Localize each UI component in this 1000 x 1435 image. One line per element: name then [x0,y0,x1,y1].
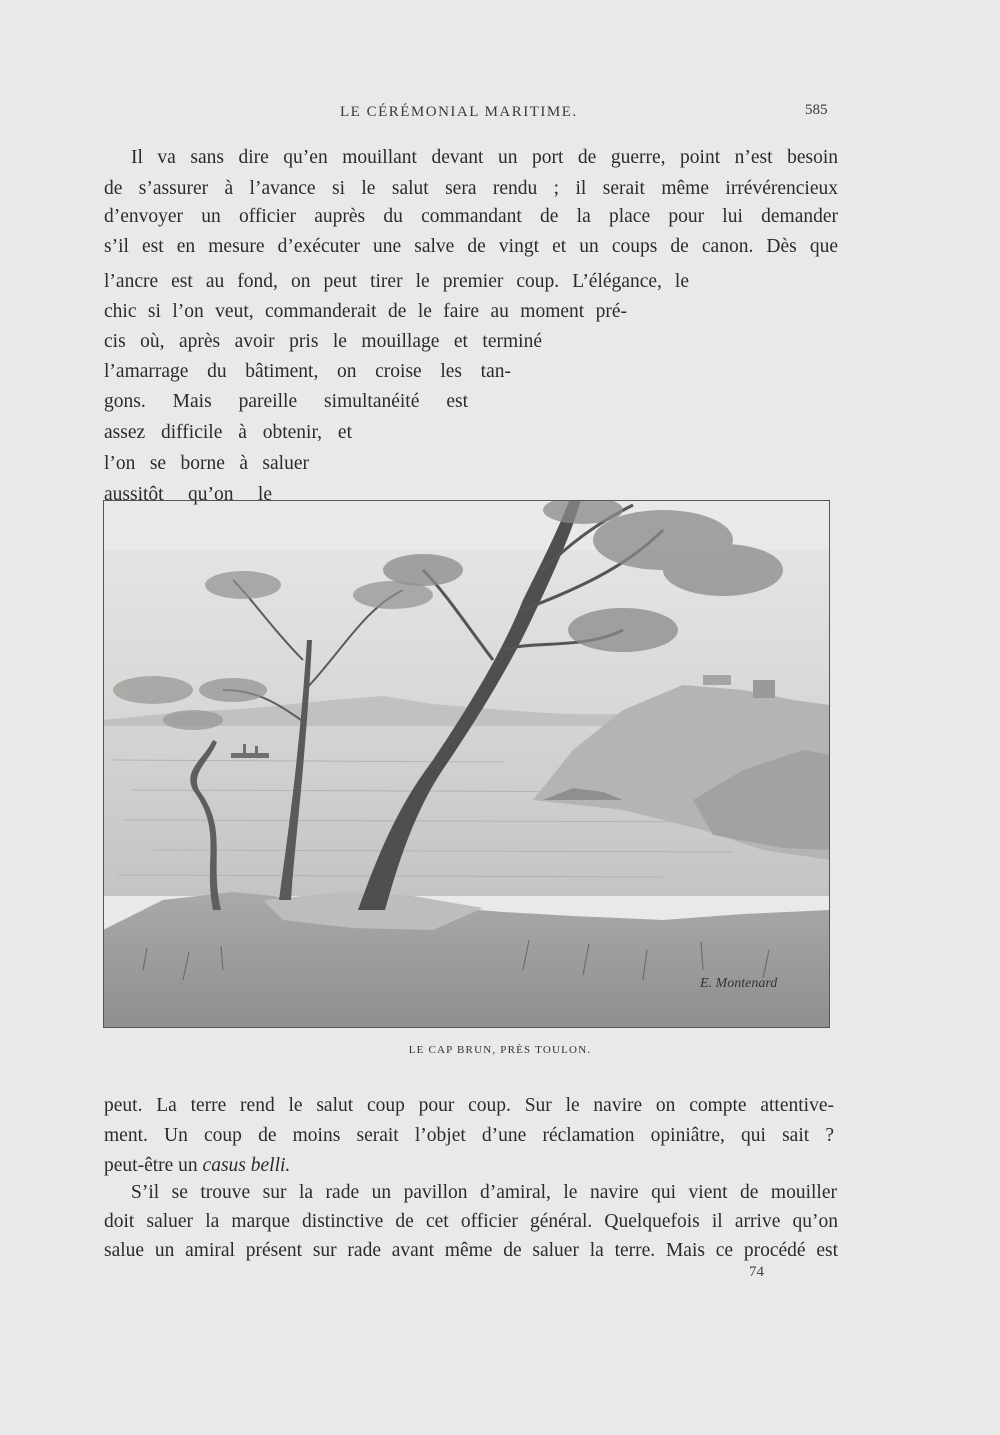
running-title: LE CÉRÉMONIAL MARITIME. [340,104,578,120]
text-segment: peut-être un [104,1155,198,1176]
signature-mark: 74 [749,1264,764,1280]
text-line: l’amarrage du bâtiment, on croise les tan- [104,361,511,382]
text-line [104,1151,290,1181]
text-line: assez difficile à obtenir, et [104,422,352,443]
text-line: peut. La terre rend le salut coup pour coup. Sur le navire on compte attentive- [104,1095,834,1116]
illustration-caption: LE CAP BRUN, PRÈS TOULON. [408,1044,592,1056]
text-line: de s’assurer à l’avance si le salut sera rendu ; il serait même irrévérencieux [104,178,838,199]
text-line: l’on se borne à saluer [104,453,309,474]
text-line: l’ancre est au fond, on peut tirer le premier coup. L’élégance, le [104,271,689,292]
text-line: ment. Un coup de moins serait l’objet d’une réclamation opiniâtre, qui sait ? [104,1125,834,1146]
text-line: d’envoyer un officier auprès du commandant de la place pour lui demander [104,206,838,227]
text-line: S’il se trouve sur la rade un pavillon d’amiral, le navire qui vient de mouiller [131,1182,837,1203]
text-line: aussitôt qu’on le [104,484,272,505]
italic-phrase: casus belli. [202,1155,291,1176]
text-line: cis où, après avoir pris le mouillage et terminé [104,331,542,352]
text-line: Il va sans dire qu’en mouillant devant un port de guerre, point n’est besoin [131,147,838,168]
text-line: salue un amiral présent sur rade avant même de saluer la terre. Mais ce procédé est [104,1240,838,1261]
text-line: s’il est en mesure d’exécuter une salve de vingt et un coups de canon. Dès que [104,236,838,257]
page-number: 585 [805,102,828,118]
text-line: gons. Mais pareille simultanéité est [104,391,468,412]
landscape-illustration [103,500,830,1028]
text-line: chic si l’on veut, commanderait de le faire au moment pré- [104,301,627,322]
text-line: doit saluer la marque distinctive de cet officier général. Quelquefois il arrive qu’on [104,1211,838,1232]
artist-signature: E. Montenard [700,976,778,991]
